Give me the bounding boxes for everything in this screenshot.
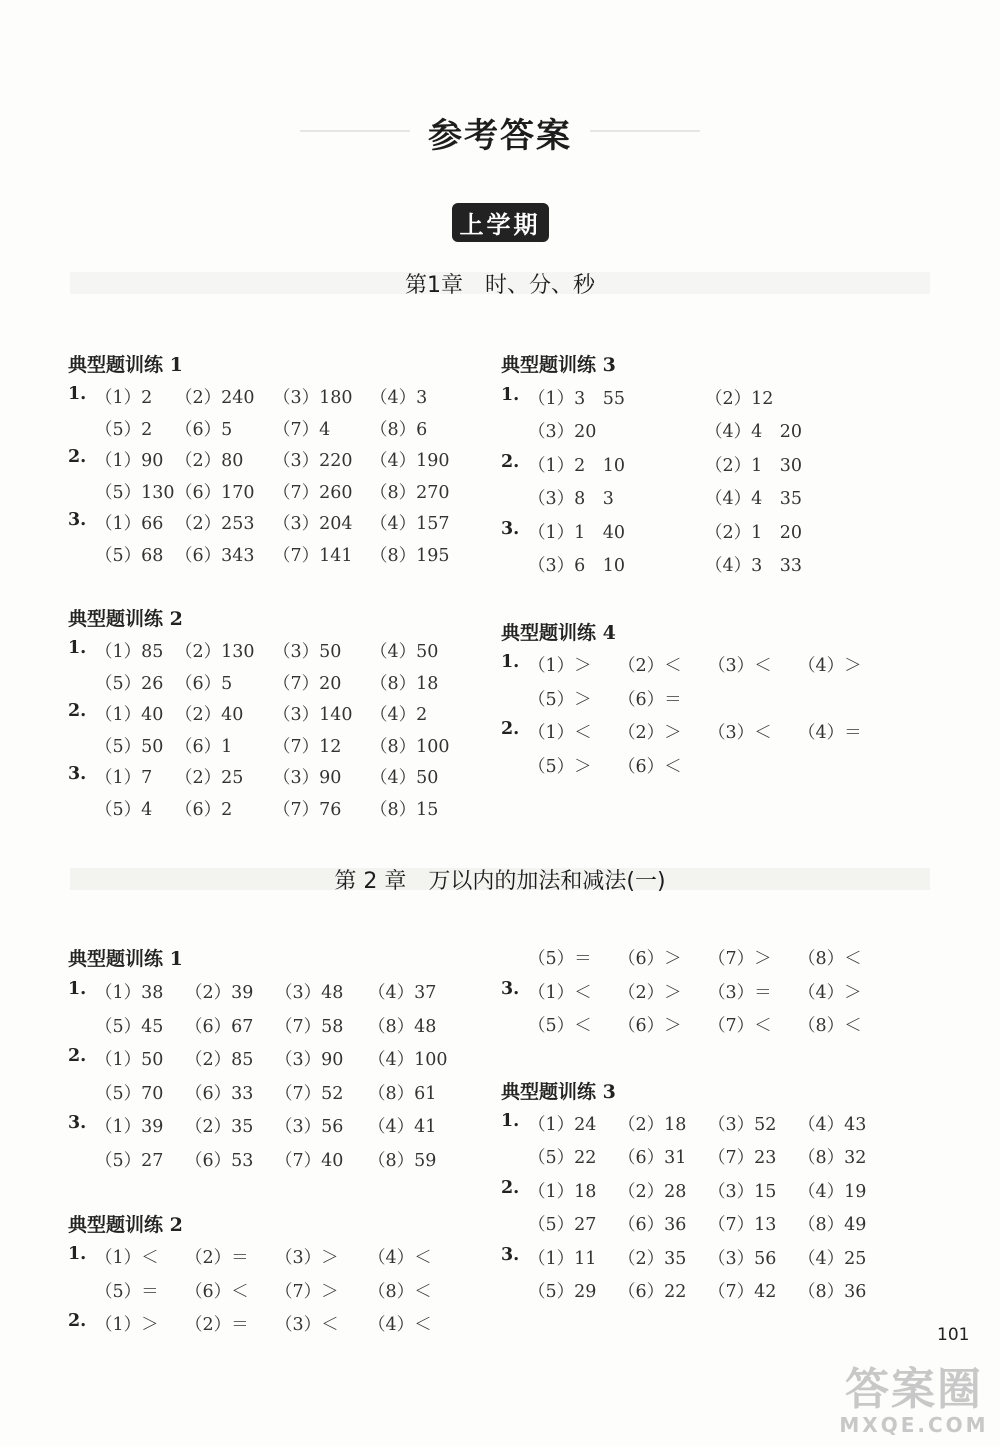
answer-item: （3）220 — [273, 451, 353, 472]
answer-item: （3）52 — [708, 1115, 777, 1135]
answer-row — [0, 519, 1000, 551]
answer-item: （4）41 — [368, 1117, 437, 1137]
answer-item: （4）43 — [798, 1115, 867, 1135]
answer-item: （3）15 — [708, 1181, 777, 1202]
answer-item: （6）5 — [175, 419, 233, 440]
answer-item: （2）80 — [175, 451, 244, 472]
answer-item: （7）52 — [275, 1083, 344, 1104]
answer-item: （8）32 — [798, 1148, 867, 1169]
watermark-logo-text: 答案圈 — [845, 1364, 983, 1415]
answer-row — [0, 385, 1000, 417]
answer-item: （1）2 10 — [528, 455, 626, 476]
answer-item: （3）90 — [273, 768, 342, 789]
answer-item: （8）61 — [368, 1083, 437, 1104]
answer-item: （5）45 — [95, 1016, 164, 1037]
answer-item: （4）＜ — [368, 1315, 432, 1335]
answer-item: （3）204 — [273, 514, 353, 535]
answer-item: （6）＝ — [618, 689, 682, 710]
answer-item: （8）＜ — [798, 949, 862, 969]
answer-item: （4）157 — [370, 514, 450, 535]
question-number: 2. — [501, 451, 520, 472]
question-number: 3. — [501, 518, 520, 539]
answer-item: （7）12 — [273, 736, 342, 757]
answer-item: （1）7 — [95, 768, 153, 789]
answer-item: （1）39 — [95, 1117, 164, 1137]
answer-item: （7）141 — [273, 546, 353, 566]
answer-item: （1）50 — [95, 1050, 164, 1070]
answer-item: （4）4 20 — [705, 422, 803, 443]
answer-item: （4）37 — [368, 983, 437, 1003]
answer-item: （7）76 — [273, 800, 342, 820]
answer-item: （6）170 — [175, 482, 255, 503]
answer-item: （4）50 — [370, 642, 439, 662]
answer-item: （1）＜ — [528, 982, 592, 1003]
answer-item: （3）＜ — [708, 723, 772, 743]
question-number: 1. — [68, 638, 87, 658]
answer-item: （5）70 — [95, 1083, 164, 1104]
section-title: 典型题训练 4 — [501, 622, 616, 644]
page-number: 101 — [937, 1325, 970, 1345]
answer-item: （5）29 — [528, 1282, 597, 1302]
answer-item: （3）＜ — [275, 1315, 339, 1335]
watermark-url: MXQE.COM — [839, 1413, 989, 1437]
answer-row — [0, 652, 1000, 684]
section-title: 典型题训练 3 — [501, 1081, 616, 1103]
answer-item: （1）2 — [95, 388, 153, 408]
answer-row — [0, 452, 1000, 484]
answer-item: （8）18 — [370, 673, 439, 694]
question-number: 2. — [68, 1046, 87, 1066]
answer-row — [0, 979, 1000, 1011]
answer-item: （2）18 — [618, 1115, 687, 1135]
answer-item: （2）12 — [705, 389, 774, 409]
answer-item: （3）50 — [273, 642, 342, 662]
answer-item: （7）40 — [275, 1150, 344, 1171]
answer-item: （2）35 — [618, 1248, 687, 1269]
answer-item: （1）1 40 — [528, 522, 626, 543]
answer-row — [0, 1012, 1000, 1044]
section-title: 典型题训练 1 — [68, 354, 183, 376]
answer-item: （4）190 — [370, 451, 450, 472]
answer-item: （6）67 — [185, 1016, 254, 1037]
answer-item: （2）35 — [185, 1117, 254, 1137]
answer-item: （3）＞ — [275, 1248, 339, 1268]
page-title: 参考答案 — [428, 116, 572, 156]
answer-item: （3）6 10 — [528, 556, 626, 576]
answer-item: （4）＞ — [798, 982, 862, 1003]
answer-item: （3）90 — [275, 1050, 344, 1070]
answer-item: （7）20 — [273, 673, 342, 694]
answer-row — [0, 753, 1000, 785]
answer-item: （8）6 — [370, 419, 428, 440]
answer-item: （6）＜ — [185, 1281, 249, 1302]
answer-item: （2）253 — [175, 514, 255, 535]
answer-row — [0, 1046, 1000, 1078]
answer-item: （4）＜ — [368, 1248, 432, 1268]
answer-item: （4）4 35 — [705, 489, 803, 510]
chapter-1-heading: 第1章 时、分、秒 — [405, 273, 595, 298]
answer-item: （4）＝ — [798, 723, 862, 743]
answer-row — [0, 1111, 1000, 1143]
question-number: 1. — [501, 1111, 520, 1131]
answer-item: （5）68 — [95, 546, 164, 566]
answer-item: （1）24 — [528, 1115, 597, 1135]
answer-item: （6）＞ — [618, 1016, 682, 1036]
answer-row — [0, 1311, 1000, 1343]
question-number: 1. — [501, 385, 520, 405]
answer-item: （6）31 — [618, 1148, 687, 1169]
answer-item: （2）＞ — [618, 982, 682, 1003]
question-number: 1. — [68, 1244, 87, 1264]
answer-item: （1）＜ — [528, 723, 592, 743]
answer-item: （5）22 — [528, 1148, 597, 1169]
answer-item: （2）85 — [185, 1050, 254, 1070]
answer-item: （8）49 — [798, 1215, 867, 1236]
question-number: 1. — [68, 979, 87, 999]
answer-item: （8）＜ — [798, 1016, 862, 1036]
answer-item: （8）270 — [370, 482, 450, 503]
answer-item: （6）1 — [175, 736, 233, 757]
answer-item: （3）180 — [273, 388, 353, 408]
answer-item: （6）22 — [618, 1282, 687, 1302]
answer-item: （3）＜ — [708, 656, 772, 676]
answer-item: （5）4 — [95, 800, 153, 820]
answer-item: （4）＞ — [798, 656, 862, 676]
answer-item: （5）26 — [95, 673, 164, 694]
answer-row — [0, 1211, 1000, 1243]
question-number: 3. — [501, 978, 520, 999]
section-title: 典型题训练 1 — [68, 948, 183, 970]
answer-item: （5）＝ — [95, 1281, 159, 1302]
answer-item: （5）＜ — [528, 1016, 592, 1036]
answer-item: （5）＞ — [528, 756, 592, 777]
answer-item: （1）＜ — [95, 1248, 159, 1268]
answer-item: （3）＝ — [708, 982, 772, 1003]
question-number: 2. — [68, 701, 87, 722]
answer-item: （7）＞ — [275, 1281, 339, 1302]
question-number: 1. — [68, 384, 87, 404]
answer-item: （4）50 — [370, 768, 439, 789]
answer-item: （3）8 3 — [528, 489, 614, 510]
answer-item: （6）33 — [185, 1083, 254, 1104]
answer-item: （2）1 20 — [705, 522, 803, 543]
chapter-2-heading: 第 2 章 万以内的加法和减法(一) — [334, 869, 666, 894]
answer-item: （5）27 — [528, 1215, 597, 1236]
answer-item: （1）18 — [528, 1181, 597, 1202]
answer-item: （2）28 — [618, 1181, 687, 1202]
question-number: 3. — [68, 510, 87, 531]
answer-item: （1）38 — [95, 983, 164, 1003]
answer-item: （3）56 — [275, 1117, 344, 1137]
answer-item: （8）59 — [368, 1150, 437, 1171]
answer-row — [0, 686, 1000, 718]
answer-item: （7）58 — [275, 1016, 344, 1037]
answer-item: （1）85 — [95, 642, 164, 662]
section-title: 典型题训练 2 — [68, 608, 183, 630]
answer-row — [0, 418, 1000, 450]
answer-item: （1）11 — [528, 1248, 597, 1269]
answer-item: （4）2 — [370, 705, 428, 726]
answer-item: （3）140 — [273, 705, 353, 726]
answer-item: （2）25 — [175, 768, 244, 789]
answer-item: （2）＝ — [185, 1248, 249, 1268]
section-title: 典型题训练 2 — [68, 1214, 183, 1236]
answer-row — [0, 1178, 1000, 1210]
answer-item: （1）90 — [95, 451, 164, 472]
question-number: 3. — [501, 1244, 520, 1265]
answer-item: （1）66 — [95, 514, 164, 535]
answer-item: （5）＞ — [528, 689, 592, 710]
answer-item: （4）3 — [370, 388, 428, 408]
answer-item: （6）＜ — [618, 756, 682, 777]
answer-item: （8）15 — [370, 800, 439, 820]
question-number: 1. — [501, 652, 520, 672]
answer-item: （2）＝ — [185, 1315, 249, 1335]
answer-row — [0, 719, 1000, 751]
answer-item: （8）36 — [798, 1282, 867, 1302]
answer-item: （2）1 30 — [705, 455, 803, 476]
answer-item: （8）48 — [368, 1016, 437, 1037]
answer-item: （7）＞ — [708, 949, 772, 969]
question-number: 2. — [501, 719, 520, 739]
question-number: 2. — [501, 1177, 520, 1198]
answer-item: （7）＜ — [708, 1016, 772, 1036]
question-number: 3. — [68, 1113, 87, 1133]
answer-item: （2）39 — [185, 983, 254, 1003]
answer-item: （5）27 — [95, 1150, 164, 1171]
answer-row — [0, 1080, 1000, 1112]
section-title: 典型题训练 3 — [501, 354, 616, 376]
answer-item: （6）2 — [175, 800, 233, 820]
answer-item: （2）240 — [175, 388, 255, 408]
answer-item: （6）343 — [175, 546, 255, 566]
answer-item: （8）＜ — [368, 1281, 432, 1302]
answer-item: （5）2 — [95, 419, 153, 440]
watermark — [836, 1366, 992, 1440]
answer-item: （5）＝ — [528, 949, 592, 969]
question-number: 3. — [68, 764, 87, 785]
answer-item: （1）＞ — [95, 1315, 159, 1335]
answer-item: （4）100 — [368, 1050, 448, 1070]
answer-item: （7）13 — [708, 1215, 777, 1236]
answer-row — [0, 1278, 1000, 1310]
answer-item: （7）23 — [708, 1148, 777, 1169]
answer-item: （7）4 — [273, 419, 331, 440]
answer-item: （2）130 — [175, 642, 255, 662]
answer-item: （6）＞ — [618, 949, 682, 969]
term-badge — [0, 203, 1000, 242]
answer-item: （2）＜ — [618, 656, 682, 676]
answer-item: （4）19 — [798, 1181, 867, 1202]
answer-item: （8）100 — [370, 736, 450, 757]
answer-item: （1）3 55 — [528, 389, 626, 409]
answer-item: （6）53 — [185, 1150, 254, 1171]
question-number: 2. — [68, 447, 87, 468]
answer-row — [0, 485, 1000, 517]
answer-row — [0, 552, 1000, 584]
answer-item: （4）25 — [798, 1248, 867, 1269]
answer-item: （7）42 — [708, 1282, 777, 1302]
answer-item: （6）5 — [175, 673, 233, 694]
answer-row — [0, 1245, 1000, 1277]
answer-item: （5）50 — [95, 736, 164, 757]
answer-item: （6）36 — [618, 1215, 687, 1236]
answer-item: （5）130 — [95, 482, 175, 503]
term-label: 上学期 — [452, 203, 549, 242]
answer-item: （2）40 — [175, 705, 244, 726]
answer-item: （3）48 — [275, 983, 344, 1003]
answer-row — [0, 796, 1000, 828]
answer-item: （4）3 33 — [705, 556, 803, 576]
answer-item: （3）20 — [528, 422, 597, 443]
answer-row — [0, 1144, 1000, 1176]
answer-item: （8）195 — [370, 546, 450, 566]
answer-row — [0, 945, 1000, 977]
answer-item: （7）260 — [273, 482, 353, 503]
answer-item: （1）＞ — [528, 656, 592, 676]
answer-item: （2）＞ — [618, 723, 682, 743]
question-number: 2. — [68, 1311, 87, 1331]
answer-item: （1）40 — [95, 705, 164, 726]
answer-item: （3）56 — [708, 1248, 777, 1269]
